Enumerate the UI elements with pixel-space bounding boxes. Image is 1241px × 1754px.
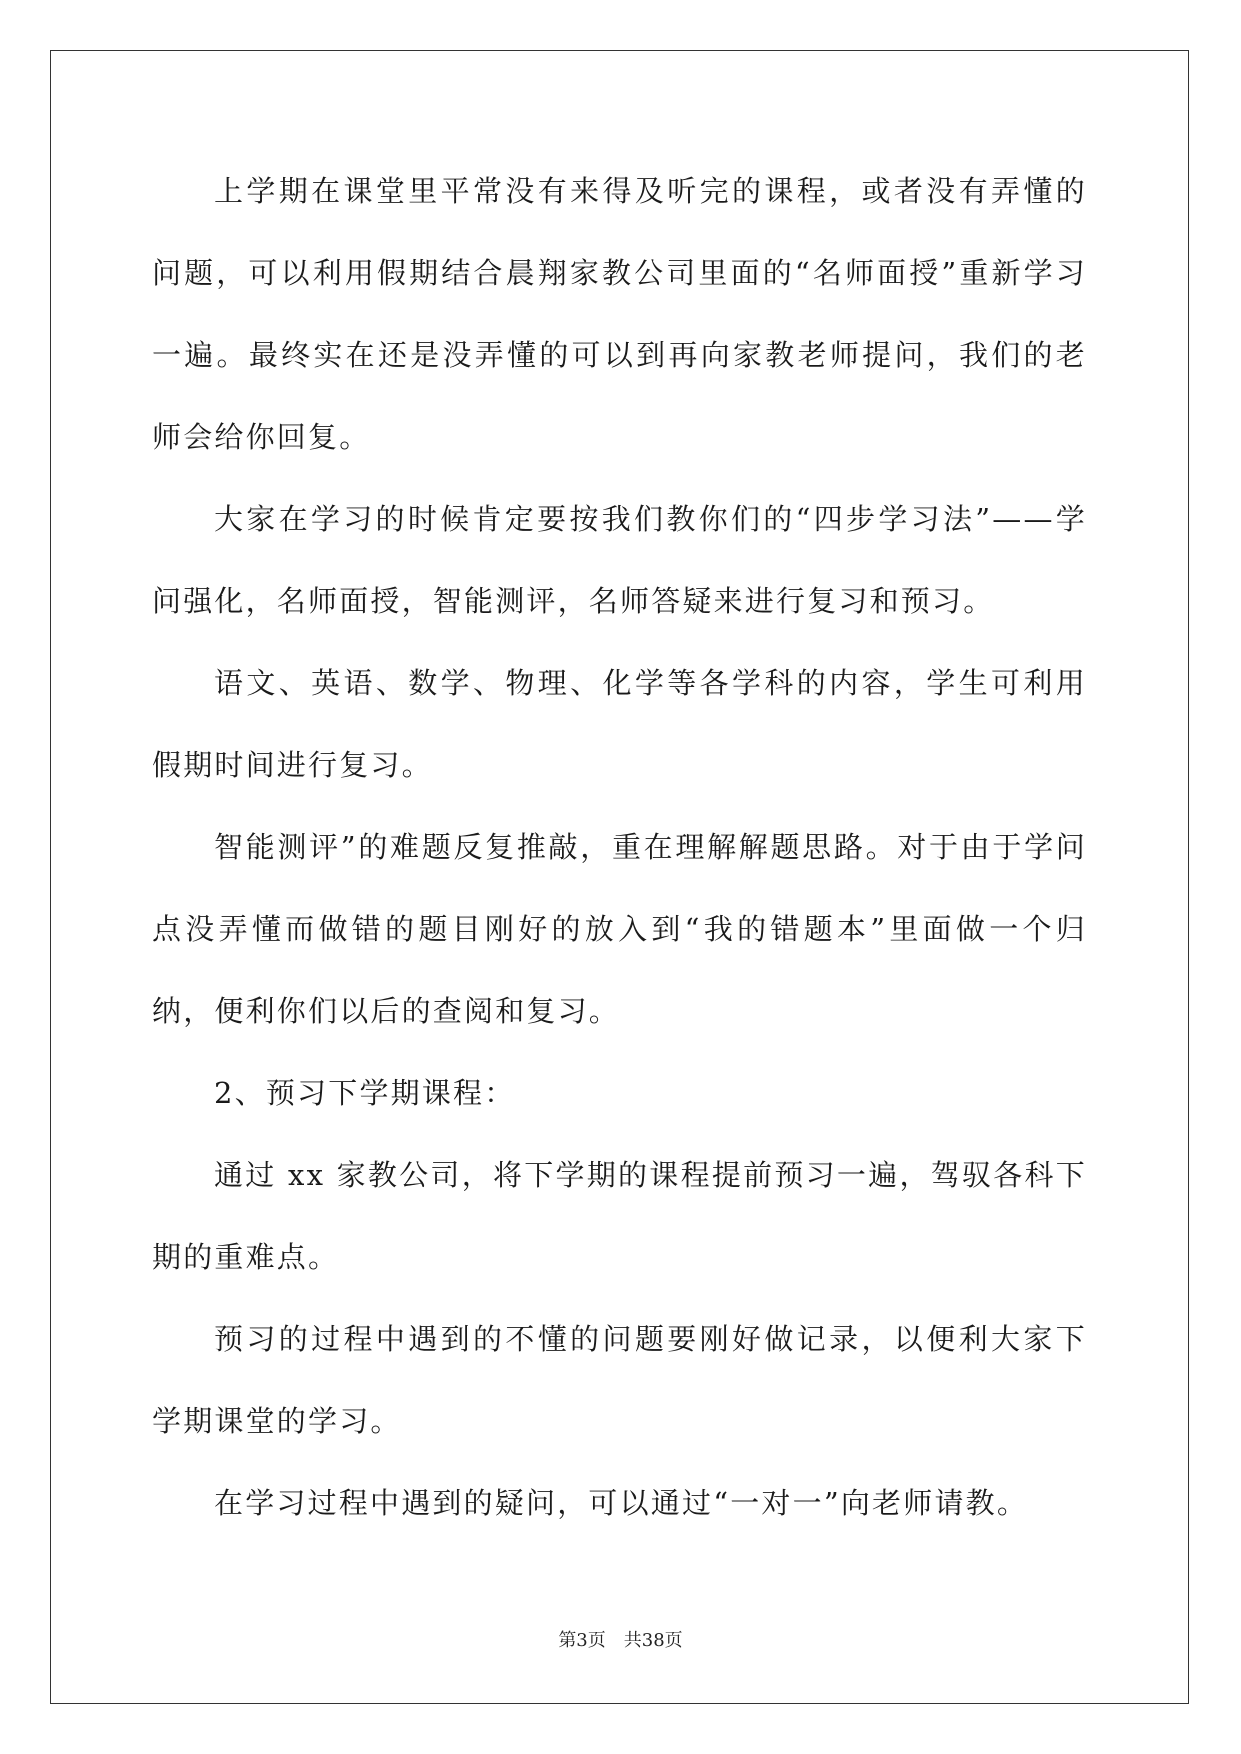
document-body [152, 150, 1087, 1544]
page-footer [0, 1626, 1241, 1652]
paragraph-smart-assessment: 智能测评”的难题反复推敲，重在理解解题思路。对于由于学问点没弄懂而做错的题目刚好的放入到“我的错题本”里面做一个归纳，便利你们以后的查阅和复习。 [152, 830, 1087, 1028]
paragraph-four-step-method: 大家在学习的时候肯定要按我们教你们的“四步学习法”——学问强化，名师面授，智能测评，名师答疑来进行复习和预习。 [152, 502, 1087, 618]
paragraph-review-missed-lessons: 上学期在课堂里平常没有来得及听完的课程，或者没有弄懂的问题，可以利用假期结合晨翔家教公司里面的“名师面授”重新学习一遍。最终实在还是没弄懂的可以到再向家教老师提问，我们的老师会给你回复。 [152, 174, 1087, 454]
page-number: 第3页 [558, 1630, 606, 1651]
section-heading-preview: 2、预习下学期课程： [214, 1076, 516, 1110]
page-total: 共38页 [623, 1630, 683, 1651]
paragraph-record-questions: 预习的过程中遇到的不懂的问题要刚好做记录，以便利大家下学期课堂的学习。 [152, 1322, 1087, 1438]
paragraph-preview-courses: 通过 xx 家教公司，将下学期的课程提前预习一遍，驾驭各科下期的重难点。 [152, 1158, 1087, 1274]
paragraph-one-on-one: 在学习过程中遇到的疑问，可以通过“一对一”向老师请教。 [214, 1486, 1029, 1520]
paragraph-subjects-review: 语文、英语、数学、物理、化学等各学科的内容，学生可利用假期时间进行复习。 [152, 666, 1087, 782]
